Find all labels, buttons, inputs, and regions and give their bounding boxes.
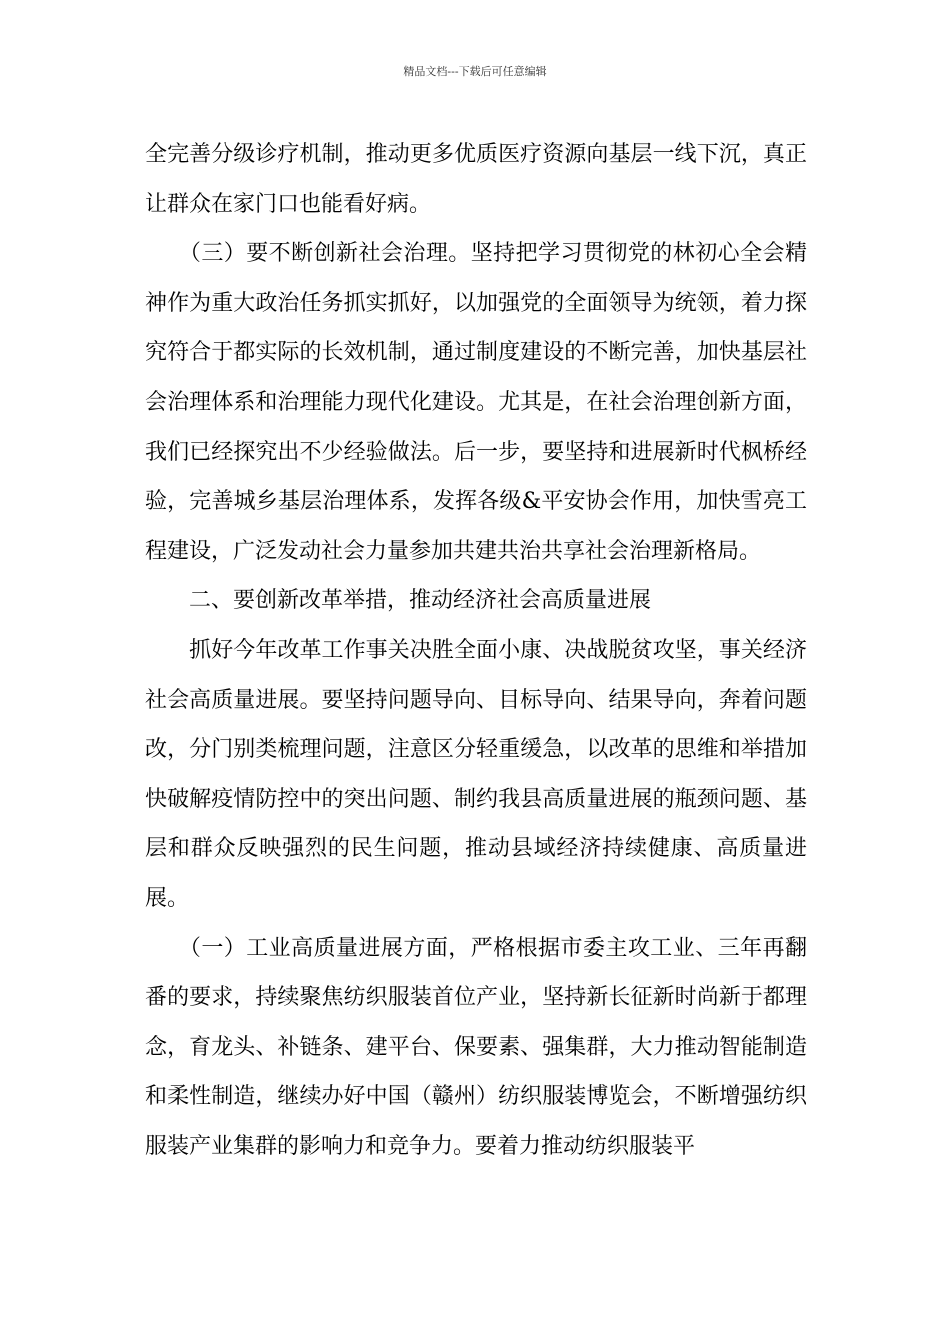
page-header: 精品文档---下载后可任意编辑 — [403, 65, 547, 78]
document-body — [145, 130, 807, 1171]
section-heading: 二、要创新改革举措，推动经济社会高质量进展 — [145, 588, 652, 614]
paragraph-social-governance: （三）要不断创新社会治理。坚持把学习贯彻党的林初心全会精神作为重大政治任务抓实抓好，以加强党的全面领导为统领，着力探究符合于都实际的长效机制，通过制度建设的不断完善，加快基层社会治理体系和治理能力现代化建设。尤其是，在社会治理创新方面，我们已经探究出不少经验做法。后一步，要坚持和进展新时代枫桥经验，完善城乡基层治理体系，发挥各级&平安协会作用，加快雪亮工程建设，广泛发动社会力量参加共建共治共享社会治理新格局。 — [145, 241, 807, 564]
paragraph-continuation: 全完善分级诊疗机制，推动更多优质医疗资源向基层一线下沉，真正让群众在家门口也能看好病。 — [145, 142, 807, 217]
paragraph-reform-intro: 抓好今年改革工作事关决胜全面小康、决战脱贫攻坚，事关经济社会高质量进展。要坚持问题导向、目标导向、结果导向，奔着问题改，分门别类梳理问题，注意区分轻重缓急，以改革的思维和举措加快破解疫情防控中的突出问题、制约我县高质量进展的瓶颈问题、基层和群众反映强烈的民生问题，推动县域经济持续健康、高质量进展。 — [145, 637, 807, 911]
paragraph-industry: （一）工业高质量进展方面，严格根据市委主攻工业、三年再翻番的要求，持续聚焦纺织服装首位产业，坚持新长征新时尚新于都理念，育龙头、补链条、建平台、保要素、强集群，大力推动智能制造和柔性制造，继续办好中国（赣州）纺织服装博览会，不断增强纺织服装产业集群的影响力和竞争力。要着力推动纺织服装平 — [145, 935, 807, 1159]
